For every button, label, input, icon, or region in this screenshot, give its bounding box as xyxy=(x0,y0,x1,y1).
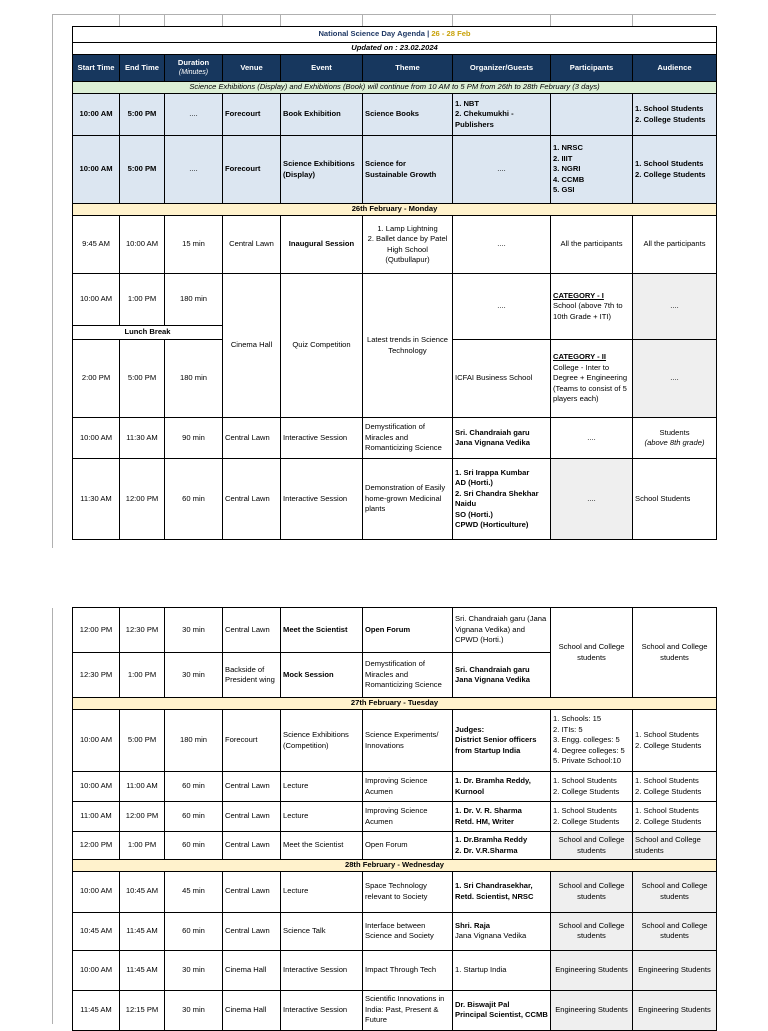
audience-line: 1. School Students xyxy=(635,776,699,785)
organizer-line: 2. Dr. V.R.Sharma xyxy=(455,845,518,855)
theme: Improving Science Acumen xyxy=(363,802,453,832)
end-time: 11:30 AM xyxy=(120,418,165,459)
audience: School Students xyxy=(633,459,717,540)
header-theme: Theme xyxy=(363,55,453,82)
theme: Scientific Innovations in India: Past, Present & Future xyxy=(363,990,453,1030)
theme-line: 2. Ballet dance by Patel xyxy=(367,234,448,243)
end-time: 1:00 PM xyxy=(120,832,165,860)
duration: .... xyxy=(165,136,223,204)
table-row xyxy=(73,418,717,459)
event: Science Exhibitions (Display) xyxy=(281,136,363,204)
organizer-line: Kurnool xyxy=(455,786,485,796)
audience: School and College students xyxy=(633,608,717,698)
table-row xyxy=(73,990,717,1030)
end-time: 5:00 PM xyxy=(120,340,165,418)
table-row xyxy=(73,802,717,832)
venue: Central Lawn xyxy=(223,772,281,802)
event: Inaugural Session xyxy=(281,216,363,274)
participants xyxy=(551,710,633,772)
start-time: 9:45 AM xyxy=(73,216,120,274)
venue: Cinema Hall xyxy=(223,274,281,418)
organizer-line: CPWD (Horticulture) xyxy=(455,520,529,529)
participants: School and College students xyxy=(551,832,633,860)
end-time: 11:45 AM xyxy=(120,912,165,950)
day-header-wednesday: 28th February - Wednesday xyxy=(73,860,717,872)
organizer xyxy=(453,94,551,136)
table-row xyxy=(73,772,717,802)
event: Meet the Scientist xyxy=(281,608,363,653)
venue: Central Lawn xyxy=(223,912,281,950)
sheet-gridline-left2 xyxy=(52,608,53,1024)
agenda-table-page1 xyxy=(72,26,717,540)
venue: Central Lawn xyxy=(223,608,281,653)
participants: .... xyxy=(551,418,633,459)
participants xyxy=(551,802,633,832)
end-time: 10:00 AM xyxy=(120,216,165,274)
organizer-line: 1. Dr.Bramha Reddy xyxy=(455,835,528,844)
organizer-line: Dr. Biswajit Pal xyxy=(455,999,510,1009)
venue: Central Lawn xyxy=(223,216,281,274)
participant-line: 3. Engg. colleges: 5 xyxy=(553,735,620,745)
participant-line: 5. GSI xyxy=(553,185,575,195)
organizer-line: 2. Chekumukhi - xyxy=(455,109,514,119)
organizer-line: 1. Sri Chandrasekhar, xyxy=(455,881,533,890)
audience-line: 2. College Students xyxy=(635,786,702,796)
audience: School and College students xyxy=(633,871,717,912)
participants: All the participants xyxy=(551,216,633,274)
header-organizer: Organizer/Guests xyxy=(453,55,551,82)
organizer-line: 1. NBT xyxy=(455,98,480,108)
start-time: 10:00 AM xyxy=(73,136,120,204)
audience-line: 1. School Students xyxy=(635,806,699,815)
venue: Central Lawn xyxy=(223,418,281,459)
duration: 30 min xyxy=(165,990,223,1030)
exhibition-note: Science Exhibitions (Display) and Exhibitions (Book) will continue from 10 AM to 5 PM from 26th to 28th February (3 days) xyxy=(73,82,717,94)
event: Interactive Session xyxy=(281,459,363,540)
organizer-line: Retd. HM, Writer xyxy=(455,816,514,826)
start-time: 12:30 PM xyxy=(73,653,120,698)
audience: School and College students xyxy=(633,912,717,950)
venue: Central Lawn xyxy=(223,802,281,832)
end-time: 1:00 PM xyxy=(120,274,165,326)
organizer: 1. Startup India xyxy=(453,950,551,990)
theme-line: 1. Lamp Lightning xyxy=(377,223,438,233)
sheet-gridline-col xyxy=(452,14,453,26)
audience-line: 2. College Students xyxy=(635,816,702,826)
header-end-time: End Time xyxy=(120,55,165,82)
audience xyxy=(633,136,717,204)
header-duration-unit: (Minutes) xyxy=(178,69,209,76)
audience: Engineering Students xyxy=(633,990,717,1030)
start-time: 10:00 AM xyxy=(73,418,120,459)
duration: 60 min xyxy=(165,832,223,860)
venue: Cinema Hall xyxy=(223,950,281,990)
audience-line: 1. School Students xyxy=(635,730,699,739)
event: Interactive Session xyxy=(281,990,363,1030)
organizer-line: AD (Horti.) xyxy=(455,478,493,487)
audience xyxy=(633,772,717,802)
start-time: 10:00 AM xyxy=(73,871,120,912)
venue: Central Lawn xyxy=(223,459,281,540)
participants: School and College students xyxy=(551,912,633,950)
participant-line: 1. School Students xyxy=(553,776,617,785)
venue: Forecourt xyxy=(223,94,281,136)
venue: Forecourt xyxy=(223,710,281,772)
start-time: 11:30 AM xyxy=(73,459,120,540)
theme: Demystification of Miracles and Romanticizing Science xyxy=(363,418,453,459)
participants: Engineering Students xyxy=(551,990,633,1030)
theme: Open Forum xyxy=(363,608,453,653)
theme xyxy=(363,216,453,274)
duration: 30 min xyxy=(165,950,223,990)
audience xyxy=(633,418,717,459)
organizer xyxy=(453,912,551,950)
table-row xyxy=(73,274,717,326)
theme: Demonstration of Easily home-grown Medicinal plants xyxy=(363,459,453,540)
end-time: 1:00 PM xyxy=(120,653,165,698)
participants: .... xyxy=(551,459,633,540)
theme: Interface between Science and Society xyxy=(363,912,453,950)
table-row xyxy=(73,459,717,540)
duration: 15 min xyxy=(165,216,223,274)
theme: Open Forum xyxy=(363,832,453,860)
theme: Space Technology relevant to Society xyxy=(363,871,453,912)
table-row xyxy=(73,136,717,204)
organizer xyxy=(453,990,551,1030)
audience: Engineering Students xyxy=(633,950,717,990)
organizer-line: 1. Sri Irappa Kumbar xyxy=(455,467,530,477)
table-row xyxy=(73,912,717,950)
event: Lecture xyxy=(281,871,363,912)
category-description: College - Inter to Degree + Engineering (Teams to consist of 5 players each) xyxy=(553,362,628,404)
category-title: CATEGORY - I xyxy=(553,290,604,300)
organizer-line: Retd. Scientist, NRSC xyxy=(455,891,534,901)
table-row xyxy=(73,832,717,860)
audience: All the participants xyxy=(633,216,717,274)
audience-line: 2. College Students xyxy=(635,740,702,750)
audience: School and College students xyxy=(633,832,717,860)
organizer xyxy=(453,418,551,459)
duration: .... xyxy=(165,94,223,136)
table-row xyxy=(73,608,717,653)
participant-line: 3. NGRI xyxy=(553,164,581,174)
event: Science Exhibitions (Competition) xyxy=(281,710,363,772)
duration: 180 min xyxy=(165,274,223,326)
sheet-gridline-col xyxy=(119,14,120,26)
organizer xyxy=(453,871,551,912)
end-time: 5:00 PM xyxy=(120,94,165,136)
sheet-gridline-col xyxy=(632,14,633,26)
duration: 60 min xyxy=(165,459,223,540)
header-duration-label: Duration xyxy=(177,57,210,67)
sheet-gridline-col xyxy=(362,14,363,26)
event: Book Exhibition xyxy=(281,94,363,136)
organizer-line: 2. Sri Chandra Shekhar xyxy=(455,488,539,498)
participant-line: 2. ITIs: 5 xyxy=(553,724,583,734)
participant-line: 1. Schools: 15 xyxy=(553,714,602,724)
organizer: ICFAI Business School xyxy=(453,340,551,418)
audience xyxy=(633,802,717,832)
organizer xyxy=(453,459,551,540)
header-duration xyxy=(165,55,223,82)
participants: School and College students xyxy=(551,871,633,912)
day-header-tuesday: 27th February - Tuesday xyxy=(73,698,717,710)
start-time: 12:00 PM xyxy=(73,608,120,653)
title-dates: 26 - 28 Feb xyxy=(431,29,471,39)
table-row xyxy=(73,871,717,912)
header-venue: Venue xyxy=(223,55,281,82)
organizer-line: Shri. Raja xyxy=(455,920,491,930)
venue: Backside of President wing xyxy=(223,653,281,698)
sheet-gridline-col xyxy=(164,14,165,26)
duration: 180 min xyxy=(165,710,223,772)
audience-line: 2. College Students xyxy=(635,169,706,179)
end-time: 11:45 AM xyxy=(120,950,165,990)
table-row xyxy=(73,216,717,274)
participant-line: 4. Degree colleges: 5 xyxy=(553,745,625,755)
duration: 60 min xyxy=(165,912,223,950)
end-time: 11:00 AM xyxy=(120,772,165,802)
organizer-label: Judges: xyxy=(455,724,485,734)
event: Interactive Session xyxy=(281,418,363,459)
audience: .... xyxy=(633,340,717,418)
day-header-monday: 26th February - Monday xyxy=(73,204,717,216)
audience: .... xyxy=(633,274,717,340)
event: Science Talk xyxy=(281,912,363,950)
theme: Demystification of Miracles and Romanticizing Science xyxy=(363,653,453,698)
organizer-line: SO (Horti.) xyxy=(455,509,493,519)
venue: Cinema Hall xyxy=(223,990,281,1030)
end-time: 5:00 PM xyxy=(120,136,165,204)
venue: Central Lawn xyxy=(223,832,281,860)
title-separator: | xyxy=(424,29,432,39)
start-time: 10:00 AM xyxy=(73,710,120,772)
header-start-time: Start Time xyxy=(73,55,120,82)
agenda-table-page2 xyxy=(72,607,717,1031)
venue: Forecourt xyxy=(223,136,281,204)
organizer: .... xyxy=(453,274,551,340)
participants xyxy=(551,94,633,136)
sheet-gridline-col xyxy=(550,14,551,26)
start-time: 2:00 PM xyxy=(73,340,120,418)
organizer-line: 1. Dr. Bramha Reddy, xyxy=(455,776,531,785)
end-time: 12:00 PM xyxy=(120,802,165,832)
organizer-line: Principal Scientist, CCMB xyxy=(455,1010,548,1019)
participants xyxy=(551,340,633,418)
audience-line: 1. School Students xyxy=(635,159,704,168)
header-event: Event xyxy=(281,55,363,82)
header-audience: Audience xyxy=(633,55,717,82)
duration: 45 min xyxy=(165,871,223,912)
page-title xyxy=(73,27,717,43)
start-time: 10:00 AM xyxy=(73,274,120,326)
sheet-gridline-col xyxy=(222,14,223,26)
duration: 90 min xyxy=(165,418,223,459)
table-row xyxy=(73,710,717,772)
title-text: National Science Day Agenda xyxy=(318,29,425,39)
duration: 180 min xyxy=(165,340,223,418)
sheet-gridline-col xyxy=(280,14,281,26)
participant-line: 4. CCMB xyxy=(553,174,585,184)
participant-line: 2. College Students xyxy=(553,816,620,826)
organizer xyxy=(453,772,551,802)
organizer xyxy=(453,710,551,772)
header-participants: Participants xyxy=(551,55,633,82)
event: Lecture xyxy=(281,772,363,802)
start-time: 11:00 AM xyxy=(73,802,120,832)
participant-line: 1. School Students xyxy=(553,806,617,815)
organizer-line: Jana Vignana Vedika xyxy=(455,438,530,447)
theme: Science Books xyxy=(363,94,453,136)
participants xyxy=(551,136,633,204)
updated-date: Updated on : 23.02.2024 xyxy=(73,43,717,55)
audience-note: (above 8th grade) xyxy=(644,438,705,447)
end-time: 10:45 AM xyxy=(120,871,165,912)
start-time: 12:00 PM xyxy=(73,832,120,860)
participants xyxy=(551,772,633,802)
organizer-line: Sri. Chandraiah garu xyxy=(455,427,530,437)
start-time: 10:00 AM xyxy=(73,950,120,990)
theme: Science Experiments/ Innovations xyxy=(363,710,453,772)
event: Mock Session xyxy=(281,653,363,698)
event: Quiz Competition xyxy=(281,274,363,418)
theme-line: (Qutbullapur) xyxy=(385,255,430,264)
participant-line: 5. Private School:10 xyxy=(553,756,621,766)
category-description: School (above 7th to 10th Grade + ITI) xyxy=(553,301,623,321)
sheet-gridline-top xyxy=(52,14,716,15)
venue: Central Lawn xyxy=(223,871,281,912)
organizer: Sri. Chandraiah garu (Jana Vignana Vedika) and CPWD (Horti.) xyxy=(453,608,551,653)
organizer xyxy=(453,832,551,860)
theme-line: High School xyxy=(387,244,428,254)
theme: Impact Through Tech xyxy=(363,950,453,990)
start-time: 10:00 AM xyxy=(73,94,120,136)
start-time: 11:45 AM xyxy=(73,990,120,1030)
organizer-line: Publishers xyxy=(455,119,494,129)
organizer: Sri. Chandraiah garu Jana Vignana Vedika xyxy=(453,653,551,698)
theme: Science for Sustainable Growth xyxy=(363,136,453,204)
participants: Engineering Students xyxy=(551,950,633,990)
duration: 30 min xyxy=(165,653,223,698)
lunch-break: Lunch Break xyxy=(73,326,223,340)
end-time: 12:15 PM xyxy=(120,990,165,1030)
participant-line: 2. College Students xyxy=(553,786,620,796)
organizer xyxy=(453,802,551,832)
organizer-line: Naidu xyxy=(455,499,477,508)
end-time: 12:30 PM xyxy=(120,608,165,653)
category-title: CATEGORY - II xyxy=(553,352,607,362)
event: Lecture xyxy=(281,802,363,832)
participant-line: 2. IIIT xyxy=(553,153,573,163)
end-time: 12:00 PM xyxy=(120,459,165,540)
organizer-line: Jana Vignana Vedika xyxy=(455,931,527,940)
end-time: 5:00 PM xyxy=(120,710,165,772)
start-time: 10:00 AM xyxy=(73,772,120,802)
duration: 60 min xyxy=(165,772,223,802)
start-time: 10:45 AM xyxy=(73,912,120,950)
audience-line: Students xyxy=(659,427,690,437)
organizer: .... xyxy=(453,216,551,274)
participant-line: 1. NRSC xyxy=(553,143,583,153)
audience xyxy=(633,94,717,136)
theme: Improving Science Acumen xyxy=(363,772,453,802)
participants xyxy=(551,274,633,340)
table-row xyxy=(73,94,717,136)
event: Meet the Scientist xyxy=(281,832,363,860)
audience-line: 1. School Students xyxy=(635,104,704,113)
audience-line: 2. College Students xyxy=(635,114,706,124)
table-row xyxy=(73,950,717,990)
organizer-line: 1. Dr. V. R. Sharma xyxy=(455,806,522,815)
sheet-gridline-left xyxy=(52,14,53,548)
audience xyxy=(633,710,717,772)
organizer-line: District Senior officers from Startup India xyxy=(455,735,537,755)
organizer: .... xyxy=(453,136,551,204)
theme: Latest trends in Science Technology xyxy=(363,274,453,418)
duration: 60 min xyxy=(165,802,223,832)
duration: 30 min xyxy=(165,608,223,653)
event: Interactive Session xyxy=(281,950,363,990)
participants: School and College students xyxy=(551,608,633,698)
